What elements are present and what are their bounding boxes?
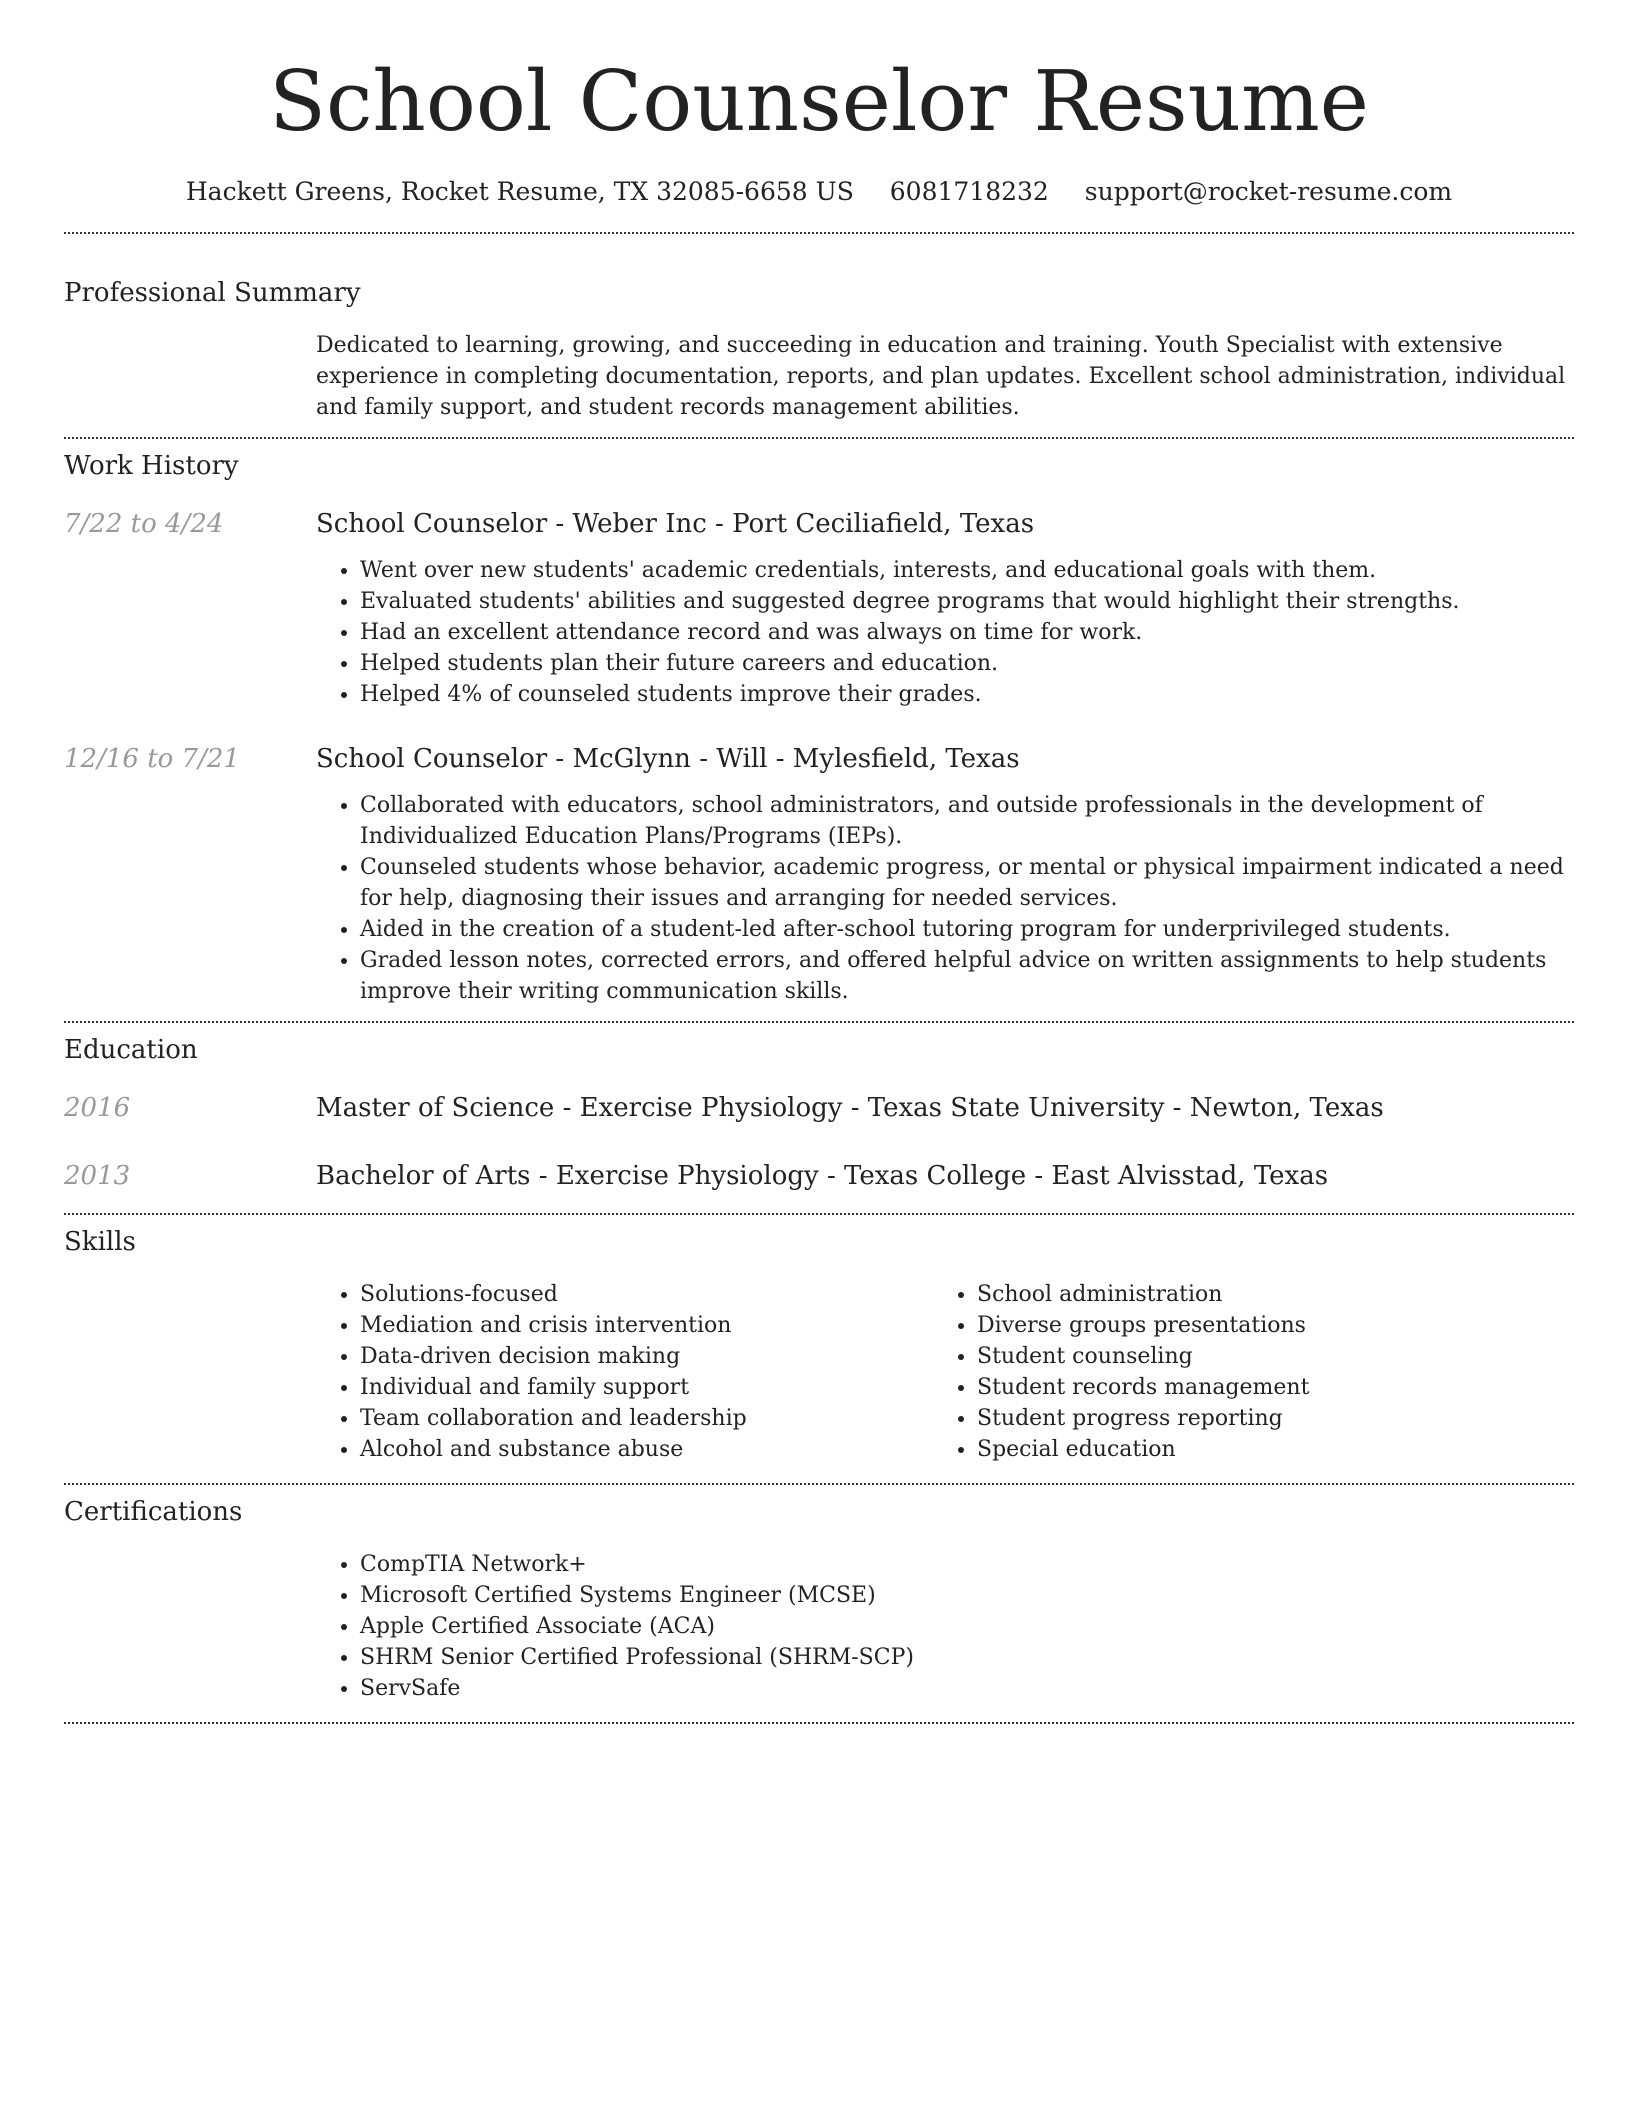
job-entry <box>64 507 1574 710</box>
skills-section <box>64 1225 1574 1465</box>
job-bullets <box>316 790 1574 1007</box>
list-item: • Microsoft Certified Systems Engineer (MCSE) <box>360 1580 1574 1611</box>
list-item: • Special education <box>977 1434 1550 1465</box>
list-item: • Aided in the creation of a student-led after-school tutoring program for underprivileged students. <box>360 914 1574 945</box>
contact-phone: 6081718232 <box>889 177 1049 206</box>
list-item: • Individual and family support <box>360 1372 933 1403</box>
degree-title: Master of Science - Exercise Physiology - Texas State University - Newton, Texas <box>316 1093 1384 1123</box>
job-dates: 7/22 to 4/24 <box>64 509 224 539</box>
list-item: • Apple Certified Associate (ACA) <box>360 1611 1574 1642</box>
education-year: 2013 <box>64 1161 131 1191</box>
list-item: • Helped students plan their future careers and education. <box>360 648 1574 679</box>
certifications-list <box>316 1549 1574 1704</box>
education-year: 2016 <box>64 1093 131 1123</box>
list-item: • CompTIA Network+ <box>360 1549 1574 1580</box>
contact-line <box>64 174 1574 210</box>
list-item: • Data-driven decision making <box>360 1341 933 1372</box>
summary-text: Dedicated to learning, growing, and succeeding in education and training. Youth Specialist with extensive experience in completing documentation, reports, and plan updates. Excellent school administration, individual and family support, and student records management abilities. <box>316 333 1566 420</box>
list-item: • Student records management <box>977 1372 1550 1403</box>
list-item: • Counseled students whose behavior, academic progress, or mental or physical impairment indicated a need for help, diagnosing their issues and arranging for needed services. <box>360 852 1574 914</box>
certifications-heading: Certifications <box>64 1497 243 1527</box>
list-item: • Helped 4% of counseled students improve their grades. <box>360 679 1574 710</box>
divider <box>64 437 1574 439</box>
list-item: • SHRM Senior Certified Professional (SHRM-SCP) <box>360 1642 1574 1673</box>
list-item: • Collaborated with educators, school administrators, and outside professionals in the development of Individualized Education Plans/Programs (IEPs). <box>360 790 1574 852</box>
summary-section <box>64 276 1574 423</box>
list-item: • Mediation and crisis intervention <box>360 1310 933 1341</box>
list-item: • Had an excellent attendance record and was always on time for work. <box>360 617 1574 648</box>
education-entry <box>64 1091 1574 1125</box>
divider <box>64 1483 1574 1485</box>
education-entry <box>64 1159 1574 1193</box>
list-item: • Diverse groups presentations <box>977 1310 1550 1341</box>
list-item: • Graded lesson notes, corrected errors, and offered helpful advice on written assignments to help students improve their writing communication skills. <box>360 945 1574 1007</box>
skills-list-right <box>933 1279 1550 1465</box>
education-section <box>64 1033 1574 1193</box>
work-history-section <box>64 449 1574 1007</box>
resume-page <box>64 0 1574 1724</box>
list-item: • Team collaboration and leadership <box>360 1403 933 1434</box>
contact-email: support@rocket-resume.com <box>1084 177 1453 206</box>
certifications-section <box>64 1495 1574 1704</box>
list-item: • ServSafe <box>360 1673 1574 1704</box>
resume-title: School Counselor Resume <box>269 53 1369 150</box>
list-item: • Student progress reporting <box>977 1403 1550 1434</box>
divider <box>64 1722 1574 1724</box>
divider <box>64 232 1574 234</box>
work-history-heading: Work History <box>64 451 239 481</box>
job-bullets <box>316 555 1574 710</box>
job-dates: 12/16 to 7/21 <box>64 744 240 774</box>
summary-heading: Professional Summary <box>64 278 361 308</box>
education-heading: Education <box>64 1035 198 1065</box>
job-title: School Counselor - McGlynn - Will - Mylesfield, Texas <box>316 744 1020 774</box>
list-item: • Evaluated students' abilities and suggested degree programs that would highlight their strengths. <box>360 586 1574 617</box>
degree-title: Bachelor of Arts - Exercise Physiology - Texas College - East Alvisstad, Texas <box>316 1161 1329 1191</box>
list-item: • Solutions-focused <box>360 1279 933 1310</box>
divider <box>64 1021 1574 1023</box>
list-item: • School administration <box>977 1279 1550 1310</box>
job-entry <box>64 742 1574 1007</box>
list-item: • Went over new students' academic credentials, interests, and educational goals with them. <box>360 555 1574 586</box>
list-item: • Student counseling <box>977 1341 1550 1372</box>
contact-address: Hackett Greens, Rocket Resume, TX 32085-6658 US <box>185 177 854 206</box>
skills-heading: Skills <box>64 1227 136 1257</box>
list-item: • Alcohol and substance abuse <box>360 1434 933 1465</box>
job-title: School Counselor - Weber Inc - Port Ceciliafield, Texas <box>316 509 1035 539</box>
divider <box>64 1213 1574 1215</box>
skills-list-left <box>316 1279 933 1465</box>
